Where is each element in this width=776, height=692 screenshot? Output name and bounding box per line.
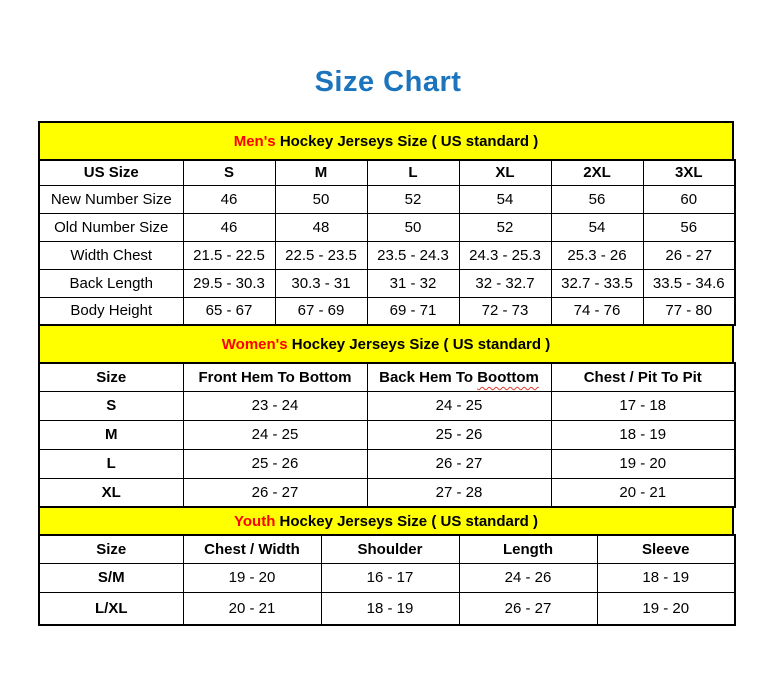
youth-value-cell: 24 - 26 bbox=[459, 563, 597, 592]
mens-header-cell: US Size bbox=[39, 160, 183, 185]
youth-value-cell: 20 - 21 bbox=[183, 592, 321, 625]
back-hem-misspelled-word: Boottom bbox=[477, 368, 539, 386]
mens-row-label: Body Height bbox=[39, 297, 183, 325]
mens-row-label: New Number Size bbox=[39, 185, 183, 213]
youth-header-cell: Chest / Width bbox=[183, 535, 321, 563]
mens-value-cell: 52 bbox=[367, 185, 459, 213]
womens-highlight-label: Women's bbox=[221, 335, 288, 353]
womens-header-cell-back-hem bbox=[367, 363, 551, 391]
youth-value-cell: 18 - 19 bbox=[321, 592, 459, 625]
mens-header-row bbox=[39, 160, 735, 185]
table-row bbox=[39, 269, 735, 297]
mens-value-cell: 69 - 71 bbox=[367, 297, 459, 325]
page-title: Size Chart bbox=[314, 66, 462, 98]
womens-header-cell: Chest / Pit To Pit bbox=[551, 363, 735, 391]
table-row bbox=[39, 297, 735, 325]
mens-value-cell: 67 - 69 bbox=[275, 297, 367, 325]
womens-value-cell: 25 - 26 bbox=[367, 420, 551, 449]
youth-row-label: S/M bbox=[39, 563, 183, 592]
mens-value-cell: 72 - 73 bbox=[459, 297, 551, 325]
mens-value-cell: 25.3 - 26 bbox=[551, 241, 643, 269]
womens-row-label: XL bbox=[39, 478, 183, 507]
mens-value-cell: 65 - 67 bbox=[183, 297, 275, 325]
womens-row-label: S bbox=[39, 391, 183, 420]
womens-row-label: L bbox=[39, 449, 183, 478]
mens-value-cell: 32.7 - 33.5 bbox=[551, 269, 643, 297]
mens-value-cell: 21.5 - 22.5 bbox=[183, 241, 275, 269]
size-chart bbox=[38, 121, 734, 626]
youth-value-cell: 18 - 19 bbox=[597, 563, 735, 592]
womens-value-cell: 23 - 24 bbox=[183, 391, 367, 420]
mens-value-cell: 52 bbox=[459, 213, 551, 241]
mens-value-cell: 48 bbox=[275, 213, 367, 241]
womens-header-rest: Hockey Jerseys Size ( US standard ) bbox=[287, 335, 551, 353]
womens-value-cell: 24 - 25 bbox=[183, 420, 367, 449]
youth-header-cell: Length bbox=[459, 535, 597, 563]
table-row bbox=[39, 391, 735, 420]
mens-header-cell: XL bbox=[459, 160, 551, 185]
womens-section-header bbox=[38, 324, 734, 364]
mens-value-cell: 54 bbox=[459, 185, 551, 213]
mens-value-cell: 54 bbox=[551, 213, 643, 241]
mens-value-cell: 23.5 - 24.3 bbox=[367, 241, 459, 269]
womens-value-cell: 24 - 25 bbox=[367, 391, 551, 420]
mens-header-cell: M bbox=[275, 160, 367, 185]
youth-section-header bbox=[38, 506, 734, 536]
table-row bbox=[39, 449, 735, 478]
table-row bbox=[39, 563, 735, 592]
womens-value-cell: 17 - 18 bbox=[551, 391, 735, 420]
mens-section-header bbox=[38, 121, 734, 161]
mens-row-label: Back Length bbox=[39, 269, 183, 297]
mens-value-cell: 26 - 27 bbox=[643, 241, 735, 269]
youth-header-cell: Sleeve bbox=[597, 535, 735, 563]
table-row bbox=[39, 420, 735, 449]
womens-value-cell: 18 - 19 bbox=[551, 420, 735, 449]
mens-value-cell: 46 bbox=[183, 185, 275, 213]
youth-row-label: L/XL bbox=[39, 592, 183, 625]
womens-row-label: M bbox=[39, 420, 183, 449]
mens-value-cell: 31 - 32 bbox=[367, 269, 459, 297]
womens-value-cell: 25 - 26 bbox=[183, 449, 367, 478]
womens-header-cell: Size bbox=[39, 363, 183, 391]
mens-row-label: Old Number Size bbox=[39, 213, 183, 241]
mens-header-cell: 2XL bbox=[551, 160, 643, 185]
mens-value-cell: 29.5 - 30.3 bbox=[183, 269, 275, 297]
youth-value-cell: 26 - 27 bbox=[459, 592, 597, 625]
womens-size-table bbox=[38, 362, 736, 508]
table-row bbox=[39, 592, 735, 625]
mens-value-cell: 74 - 76 bbox=[551, 297, 643, 325]
mens-header-cell: L bbox=[367, 160, 459, 185]
youth-header-rest: Hockey Jerseys Size ( US standard ) bbox=[275, 512, 538, 530]
table-row bbox=[39, 478, 735, 507]
youth-highlight-label: Youth bbox=[234, 512, 276, 530]
youth-value-cell: 19 - 20 bbox=[183, 563, 321, 592]
womens-value-cell: 20 - 21 bbox=[551, 478, 735, 507]
mens-header-cell: S bbox=[183, 160, 275, 185]
mens-value-cell: 77 - 80 bbox=[643, 297, 735, 325]
mens-value-cell: 60 bbox=[643, 185, 735, 213]
table-row bbox=[39, 213, 735, 241]
womens-value-cell: 26 - 27 bbox=[367, 449, 551, 478]
mens-highlight-label: Men's bbox=[233, 132, 276, 150]
mens-row-label: Width Chest bbox=[39, 241, 183, 269]
mens-value-cell: 22.5 - 23.5 bbox=[275, 241, 367, 269]
womens-header-row bbox=[39, 363, 735, 391]
mens-value-cell: 50 bbox=[275, 185, 367, 213]
mens-value-cell: 46 bbox=[183, 213, 275, 241]
womens-value-cell: 27 - 28 bbox=[367, 478, 551, 507]
mens-header-cell: 3XL bbox=[643, 160, 735, 185]
mens-value-cell: 32 - 32.7 bbox=[459, 269, 551, 297]
table-row bbox=[39, 241, 735, 269]
mens-header-rest: Hockey Jerseys Size ( US standard ) bbox=[275, 132, 539, 150]
mens-value-cell: 33.5 - 34.6 bbox=[643, 269, 735, 297]
womens-header-cell: Front Hem To Bottom bbox=[183, 363, 367, 391]
mens-value-cell: 50 bbox=[367, 213, 459, 241]
youth-value-cell: 19 - 20 bbox=[597, 592, 735, 625]
youth-header-row bbox=[39, 535, 735, 563]
back-hem-prefix: Back Hem To bbox=[379, 368, 478, 386]
mens-value-cell: 56 bbox=[551, 185, 643, 213]
mens-value-cell: 30.3 - 31 bbox=[275, 269, 367, 297]
youth-header-cell: Size bbox=[39, 535, 183, 563]
youth-size-table bbox=[38, 534, 736, 626]
youth-value-cell: 16 - 17 bbox=[321, 563, 459, 592]
mens-size-table bbox=[38, 159, 736, 326]
youth-header-cell: Shoulder bbox=[321, 535, 459, 563]
womens-value-cell: 26 - 27 bbox=[183, 478, 367, 507]
mens-value-cell: 56 bbox=[643, 213, 735, 241]
mens-value-cell: 24.3 - 25.3 bbox=[459, 241, 551, 269]
table-row bbox=[39, 185, 735, 213]
womens-value-cell: 19 - 20 bbox=[551, 449, 735, 478]
